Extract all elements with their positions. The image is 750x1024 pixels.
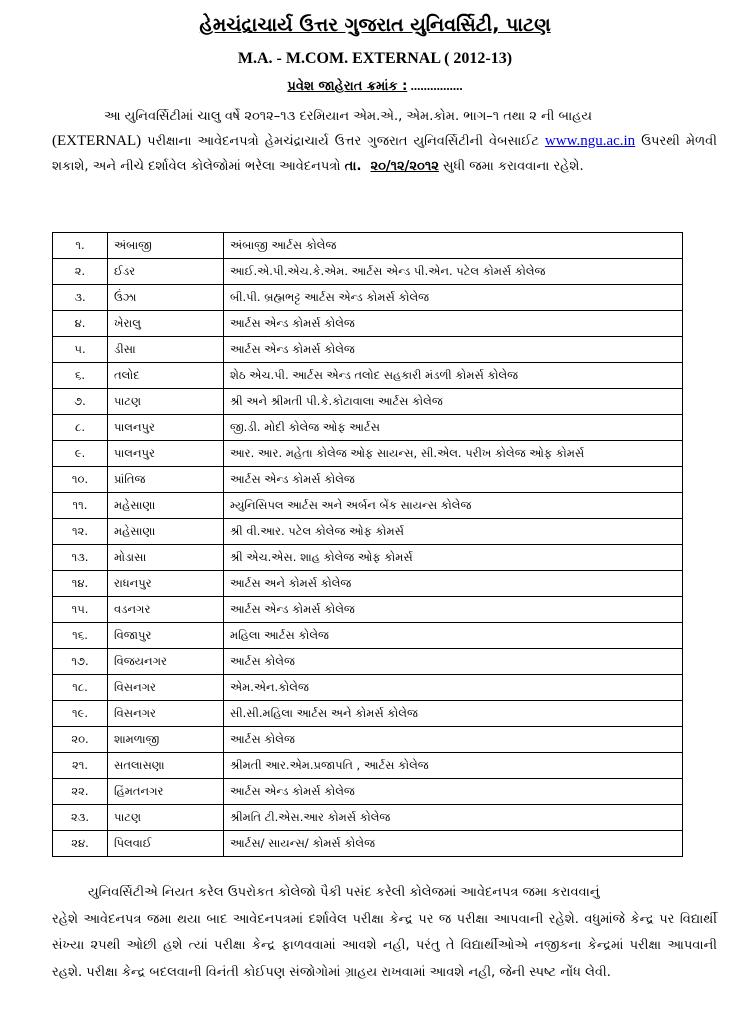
serial-number: ૨૨. (53, 779, 108, 805)
intro-text-2: પરીક્ષાના આવેદનપત્રો હેમચંદ્રાચાર્ય ઉત્તર ગુજરાત યુનિવર્સિટીની વેબસાઈટ (141, 134, 545, 149)
table-row (53, 675, 683, 701)
serial-number: ૧૪. (53, 571, 108, 597)
college-name: શેઠ એચ.પી. આર્ટસ એન્ડ તલોદ સહકારી મંડળી કોમર્સ કોલેજ (224, 363, 683, 389)
table-row (53, 545, 683, 571)
college-name: આર્ટસ એન્ડ કોમર્સ કોલેજ (224, 779, 683, 805)
table-row (53, 259, 683, 285)
table-row (53, 337, 683, 363)
date-value: ૨૦/૧૨/૨૦૧૨ (370, 159, 439, 174)
place-name: વિજયનગર (108, 649, 224, 675)
colleges-table (52, 232, 683, 857)
place-name: ડીસા (108, 337, 224, 363)
college-name: એમ.એન.કોલેજ (224, 675, 683, 701)
place-name: હિંમતનગર (108, 779, 224, 805)
place-name: સતલાસણા (108, 753, 224, 779)
table-row (53, 363, 683, 389)
table-row (53, 389, 683, 415)
serial-number: ૩. (53, 285, 108, 311)
serial-number: ૧૩. (53, 545, 108, 571)
place-name: શામળાજી (108, 727, 224, 753)
instructions-line-1: યુનિવર્સિટીએ નિયત કરેલ ઉપરોકત કોલેજો પૈકી પસંદ કરેલી કોલેજમાં આવેદનપત્ર જમા કરાવવાનું (88, 885, 600, 900)
table-row (53, 597, 683, 623)
place-name: રાધનપુર (108, 571, 224, 597)
place-name: ઉંઝા (108, 285, 224, 311)
course-subtitle: M.A. - M.COM. EXTERNAL ( 2012-13) (237, 50, 513, 67)
college-name: આર્ટસ એન્ડ કોમર્સ કોલેજ (224, 311, 683, 337)
college-name: આર્ટસ કોલેજ (224, 727, 683, 753)
table-row (53, 649, 683, 675)
serial-number: ૨. (53, 259, 108, 285)
submission-date (345, 159, 439, 174)
college-name: જી.ડી. મોદી કોલેજ ઓફ આર્ટસ (224, 415, 683, 441)
intro-text-3: ઉપરથી મેળવી શકાશે, અને નીચે દર્શાવેલ કોલેજોમાં ભરેલા આવેદનપત્રો (52, 134, 718, 174)
notice-label: પ્રવેશ જાહેરાત ક્રમાંક : (287, 79, 408, 94)
table-row (53, 805, 683, 831)
place-name: પાલનપુર (108, 441, 224, 467)
college-name: આર્ટસ એન્ડ કોમર્સ કોલેજ (224, 597, 683, 623)
college-name: અંબાજી આર્ટસ કોલેજ (224, 233, 683, 259)
serial-number: ૧૬. (53, 623, 108, 649)
place-name: અંબાજી (108, 233, 224, 259)
instructions-text: રહેશે આવેદનપત્ર જમા થયા બાદ આવેદનપત્રમાં દર્શાવેલ પરીક્ષા કેન્દ્ર પર જ પરીક્ષા આપવાની રહેશે. વધુમાંજે કેન્દ્ર પર વિદ્યાર્થી સંખ્યા ૨૫થી ઓછી હશે ત્યાં પરીક્ષા કેન્દ્ર ફાળવવામાં આવશે નહી, પરંતુ તે વિદ્યાર્થીઓએ નજીકના કેન્દ્રમાં પરીક્ષા આપવાની રહશે. પરીક્ષા કેન્દ્ર બદલવાની વિનંતી કોઈપણ સંજોગોમાં ગ્રાહય રાખવામાં આવશે નહી, જેની સ્પષ્ટ નોંધ લેવી. (52, 911, 717, 980)
college-name: આર્ટસ/ સાયન્સ/ કોમર્સ કોલેજ (224, 831, 683, 857)
place-name: મહેસાણા (108, 519, 224, 545)
table-row (53, 623, 683, 649)
college-name: શ્રી અને શ્રીમતી પી.કે.કોટાવાલા આર્ટસ કોલેજ (224, 389, 683, 415)
place-name: તલોદ (108, 363, 224, 389)
serial-number: ૧૧. (53, 493, 108, 519)
college-name: સી.સી.મહિલા આર્ટસ અને કોમર્સ કોલેજ (224, 701, 683, 727)
intro-line-1: આ યુનિવર્સિટીમાં ચાલુ વર્ષે ૨૦૧૨–૧૩ દરમિયાન એમ.એ., એમ.કોમ. ભાગ–૧ તથા ૨ ની બાહય (104, 109, 593, 124)
college-name: આર્ટસ અને કોમર્સ કોલેજ (224, 571, 683, 597)
place-name: વિસનગર (108, 675, 224, 701)
table-row (53, 233, 683, 259)
table-row (53, 519, 683, 545)
table-row (53, 831, 683, 857)
college-name: આર્ટસ કોલેજ (224, 649, 683, 675)
place-name: વિસનગર (108, 701, 224, 727)
place-name: પ્રાંતિજ (108, 467, 224, 493)
serial-number: ૪. (53, 311, 108, 337)
place-name: પાટણ (108, 389, 224, 415)
university-title: હેમચંદ્રાચાર્ય ઉત્તર ગુજરાત યુનિવર્સિટી, પાટણ (199, 14, 551, 36)
college-name: મહિલા આર્ટસ કોલેજ (224, 623, 683, 649)
place-name: મોડાસા (108, 545, 224, 571)
college-name: આર. આર. મહેતા કોલેજ ઓફ સાયન્સ, સી.એલ. પરીખ કોલેજ ઓફ કોમર્સ (224, 441, 683, 467)
table-row (53, 571, 683, 597)
college-name: શ્રીમતી આર.એમ.પ્રજાપતિ , આર્ટસ કોલેજ (224, 753, 683, 779)
serial-number: ૨૩. (53, 805, 108, 831)
table-row (53, 701, 683, 727)
serial-number: ૧૭. (53, 649, 108, 675)
place-name: ઈડર (108, 259, 224, 285)
college-name: શ્રીમતિ ટી.એસ.આર કોમર્સ કોલેજ (224, 805, 683, 831)
place-name: પાલનપુર (108, 415, 224, 441)
college-name: આર્ટસ એન્ડ કોમર્સ કોલેજ (224, 467, 683, 493)
table-row (53, 441, 683, 467)
serial-number: ૮. (53, 415, 108, 441)
intro-text-4: સુધી જમા કરાવવાના રહેશે. (438, 159, 584, 174)
table-row (53, 285, 683, 311)
serial-number: ૭. (53, 389, 108, 415)
college-name: મ્યુનિસિપલ આર્ટસ અને અર્બન બેંક સાયન્સ કોલેજ (224, 493, 683, 519)
serial-number: ૧૨. (53, 519, 108, 545)
date-label: તા. (344, 159, 362, 174)
serial-number: ૧૫. (53, 597, 108, 623)
serial-number: ૬. (53, 363, 108, 389)
college-name: શ્રી વી.આર. પટેલ કોલેજ ઓફ કોમર્સ (224, 519, 683, 545)
serial-number: ૧૮. (53, 675, 108, 701)
serial-number: ૨૪. (53, 831, 108, 857)
serial-number: ૨૦. (53, 727, 108, 753)
intro-paragraph (52, 104, 717, 179)
notice-number: ................ (407, 78, 463, 93)
table-row (53, 727, 683, 753)
place-name: ખેરાલુ (108, 311, 224, 337)
instructions-paragraph (52, 880, 717, 986)
serial-number: ૧૦. (53, 467, 108, 493)
college-name: આઈ.એ.પી.એચ.કે.એમ. આર્ટસ એન્ડ પી.એન. પટેલ કોમર્સ કોલેજ (224, 259, 683, 285)
serial-number: ૧૯. (53, 701, 108, 727)
place-name: મહેસાણા (108, 493, 224, 519)
admission-notice-number (0, 78, 750, 94)
table-row (53, 311, 683, 337)
serial-number: ૫. (53, 337, 108, 363)
serial-number: ૧. (53, 233, 108, 259)
table-row (53, 415, 683, 441)
college-name: બી.પી. બ્રહ્મભટ્ટ આર્ટસ એન્ડ કોમર્સ કોલેજ (224, 285, 683, 311)
college-name: આર્ટસ એન્ડ કોમર્સ કોલેજ (224, 337, 683, 363)
serial-number: ૯. (53, 441, 108, 467)
place-name: વિજાપુર (108, 623, 224, 649)
place-name: પિલવાઈ (108, 831, 224, 857)
place-name: વડનગર (108, 597, 224, 623)
serial-number: ૨૧. (53, 753, 108, 779)
place-name: પાટણ (108, 805, 224, 831)
external-label: (EXTERNAL) (52, 133, 142, 149)
table-row (53, 753, 683, 779)
table-row (53, 779, 683, 805)
table-row (53, 493, 683, 519)
website-link[interactable]: www.ngu.ac.in (544, 133, 636, 149)
table-row (53, 467, 683, 493)
college-name: શ્રી એચ.એસ. શાહ કોલેજ ઓફ કોમર્સ (224, 545, 683, 571)
